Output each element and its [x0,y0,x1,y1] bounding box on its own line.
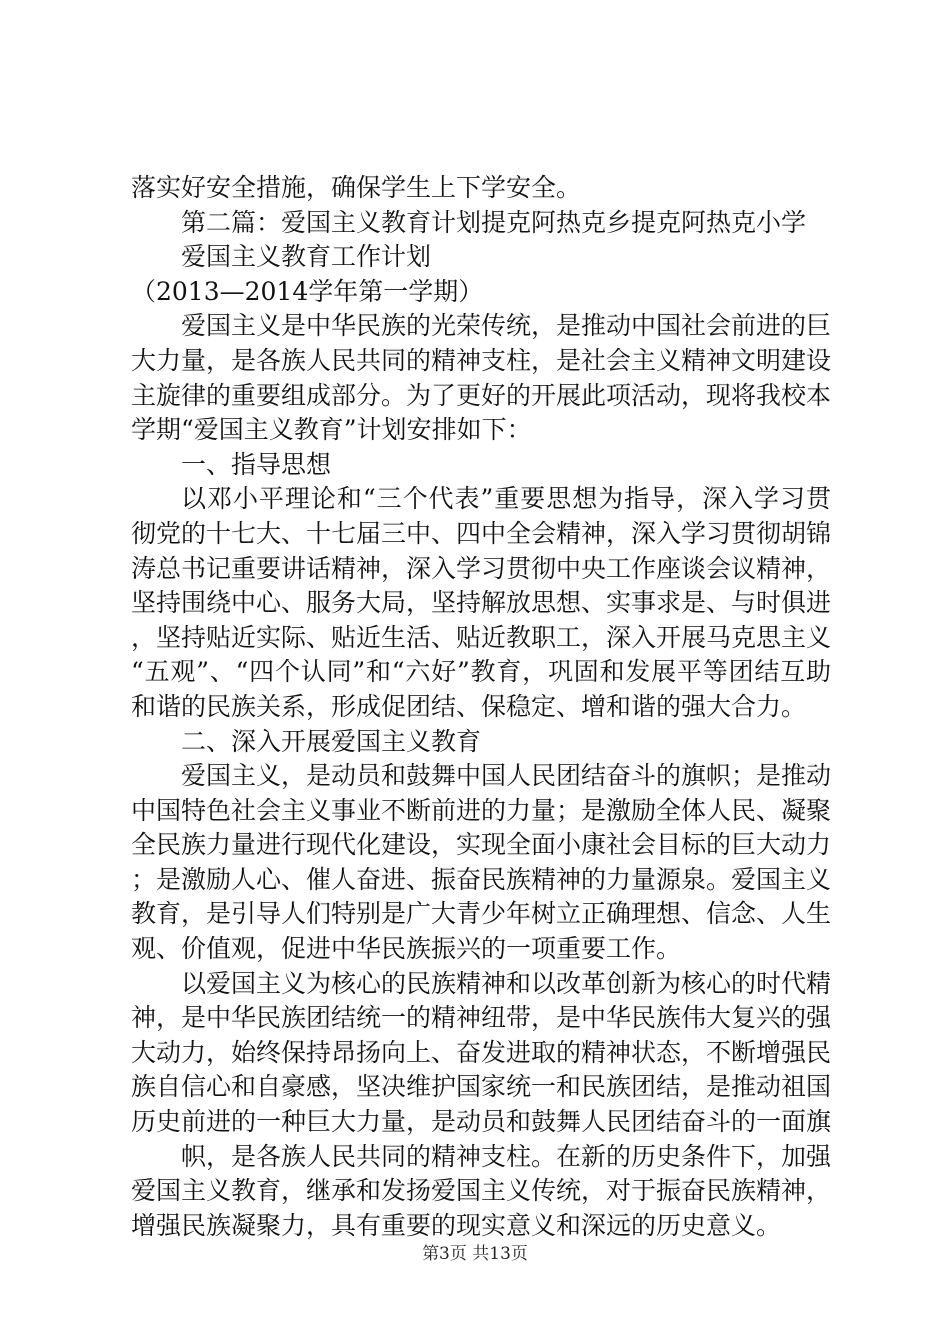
paragraph-closing-line: 落实好安全措施，确保学生上下学安全。 [131,173,582,202]
section-heading-guiding-thought: 一、指导思想 [181,449,332,479]
page-number-footer: 第3页 共13页 [422,1244,528,1264]
document-body [131,171,831,1243]
section-heading-patriotic-education: 二、深入开展爱国主义教育 [181,726,482,756]
paragraph-intro: 爱国主义是中华民族的光荣传统，是推动中国社会前进的巨大力量，是各族人民共同的精神支柱，是社会主义精神文明建设主旋律的重要组成部分。为了更好的开展此项活动，现将我校本学期“爱国主义教育”计划安排如下： [131,311,832,445]
chapter-heading: 第二篇：爱国主义教育计划提克阿热克乡提克阿热克小学 [181,207,807,237]
paragraph-guiding-thought: 以邓小平理论和“三个代表”重要思想为指导，深入学习贯彻党的十七大、十七届三中、四中全会精神，深入学习贯彻胡锦涛总书记重要讲话精神，深入学习贯彻中央工作座谈会议精神，坚持围绕中心、服务大局，坚持解放思想、实事求是、与时俱进，坚持贴近实际、贴近生活、贴近教职工，深入开展马克思主义“五观”、“四个认同”和“六好”教育，巩固和发展平等团结互助和谐的民族关系，形成促团结、保稳定、增和谐的强大合力。 [131,484,832,721]
paragraph-patriotism-definition: 爱国主义，是动员和鼓舞中国人民团结奋斗的旗帜；是推动中国特色社会主义事业不断前进的力量；是激励全体人民、凝聚全民族力量进行现代化建设，实现全面小康社会目标的巨大动力；是激励人心、催人奋进、振奋民族精神的力量源泉。爱国主义教育，是引导人们特别是广大青少年树立正确理想、信念、人生观、价值观，促进中华民族振兴的一项重要工作。 [131,761,832,964]
paragraph-national-spirit: 以爱国主义为核心的民族精神和以改革创新为核心的时代精神，是中华民族团结统一的精神纽带，是中华民族伟大复兴的强大动力，始终保持昂扬向上、奋发进取的精神状态，不断增强民族自信心和自豪感，坚决维护国家统一和民族团结，是推动祖国历史前进的一种巨大力量，是动员和鼓舞人民团结奋斗的一面旗 [131,968,832,1137]
paragraph-significance: 帜，是各族人民共同的精神支柱。在新的历史条件下，加强爱国主义教育，继承和发扬爱国主义传统，对于振奋民族精神，增强民族凝聚力，具有重要的现实意义和深远的历史意义。 [131,1141,832,1240]
semester-subtitle: （2013—2014学年第一学期） [131,276,484,306]
plan-title: 爱国主义教育工作计划 [181,242,432,272]
